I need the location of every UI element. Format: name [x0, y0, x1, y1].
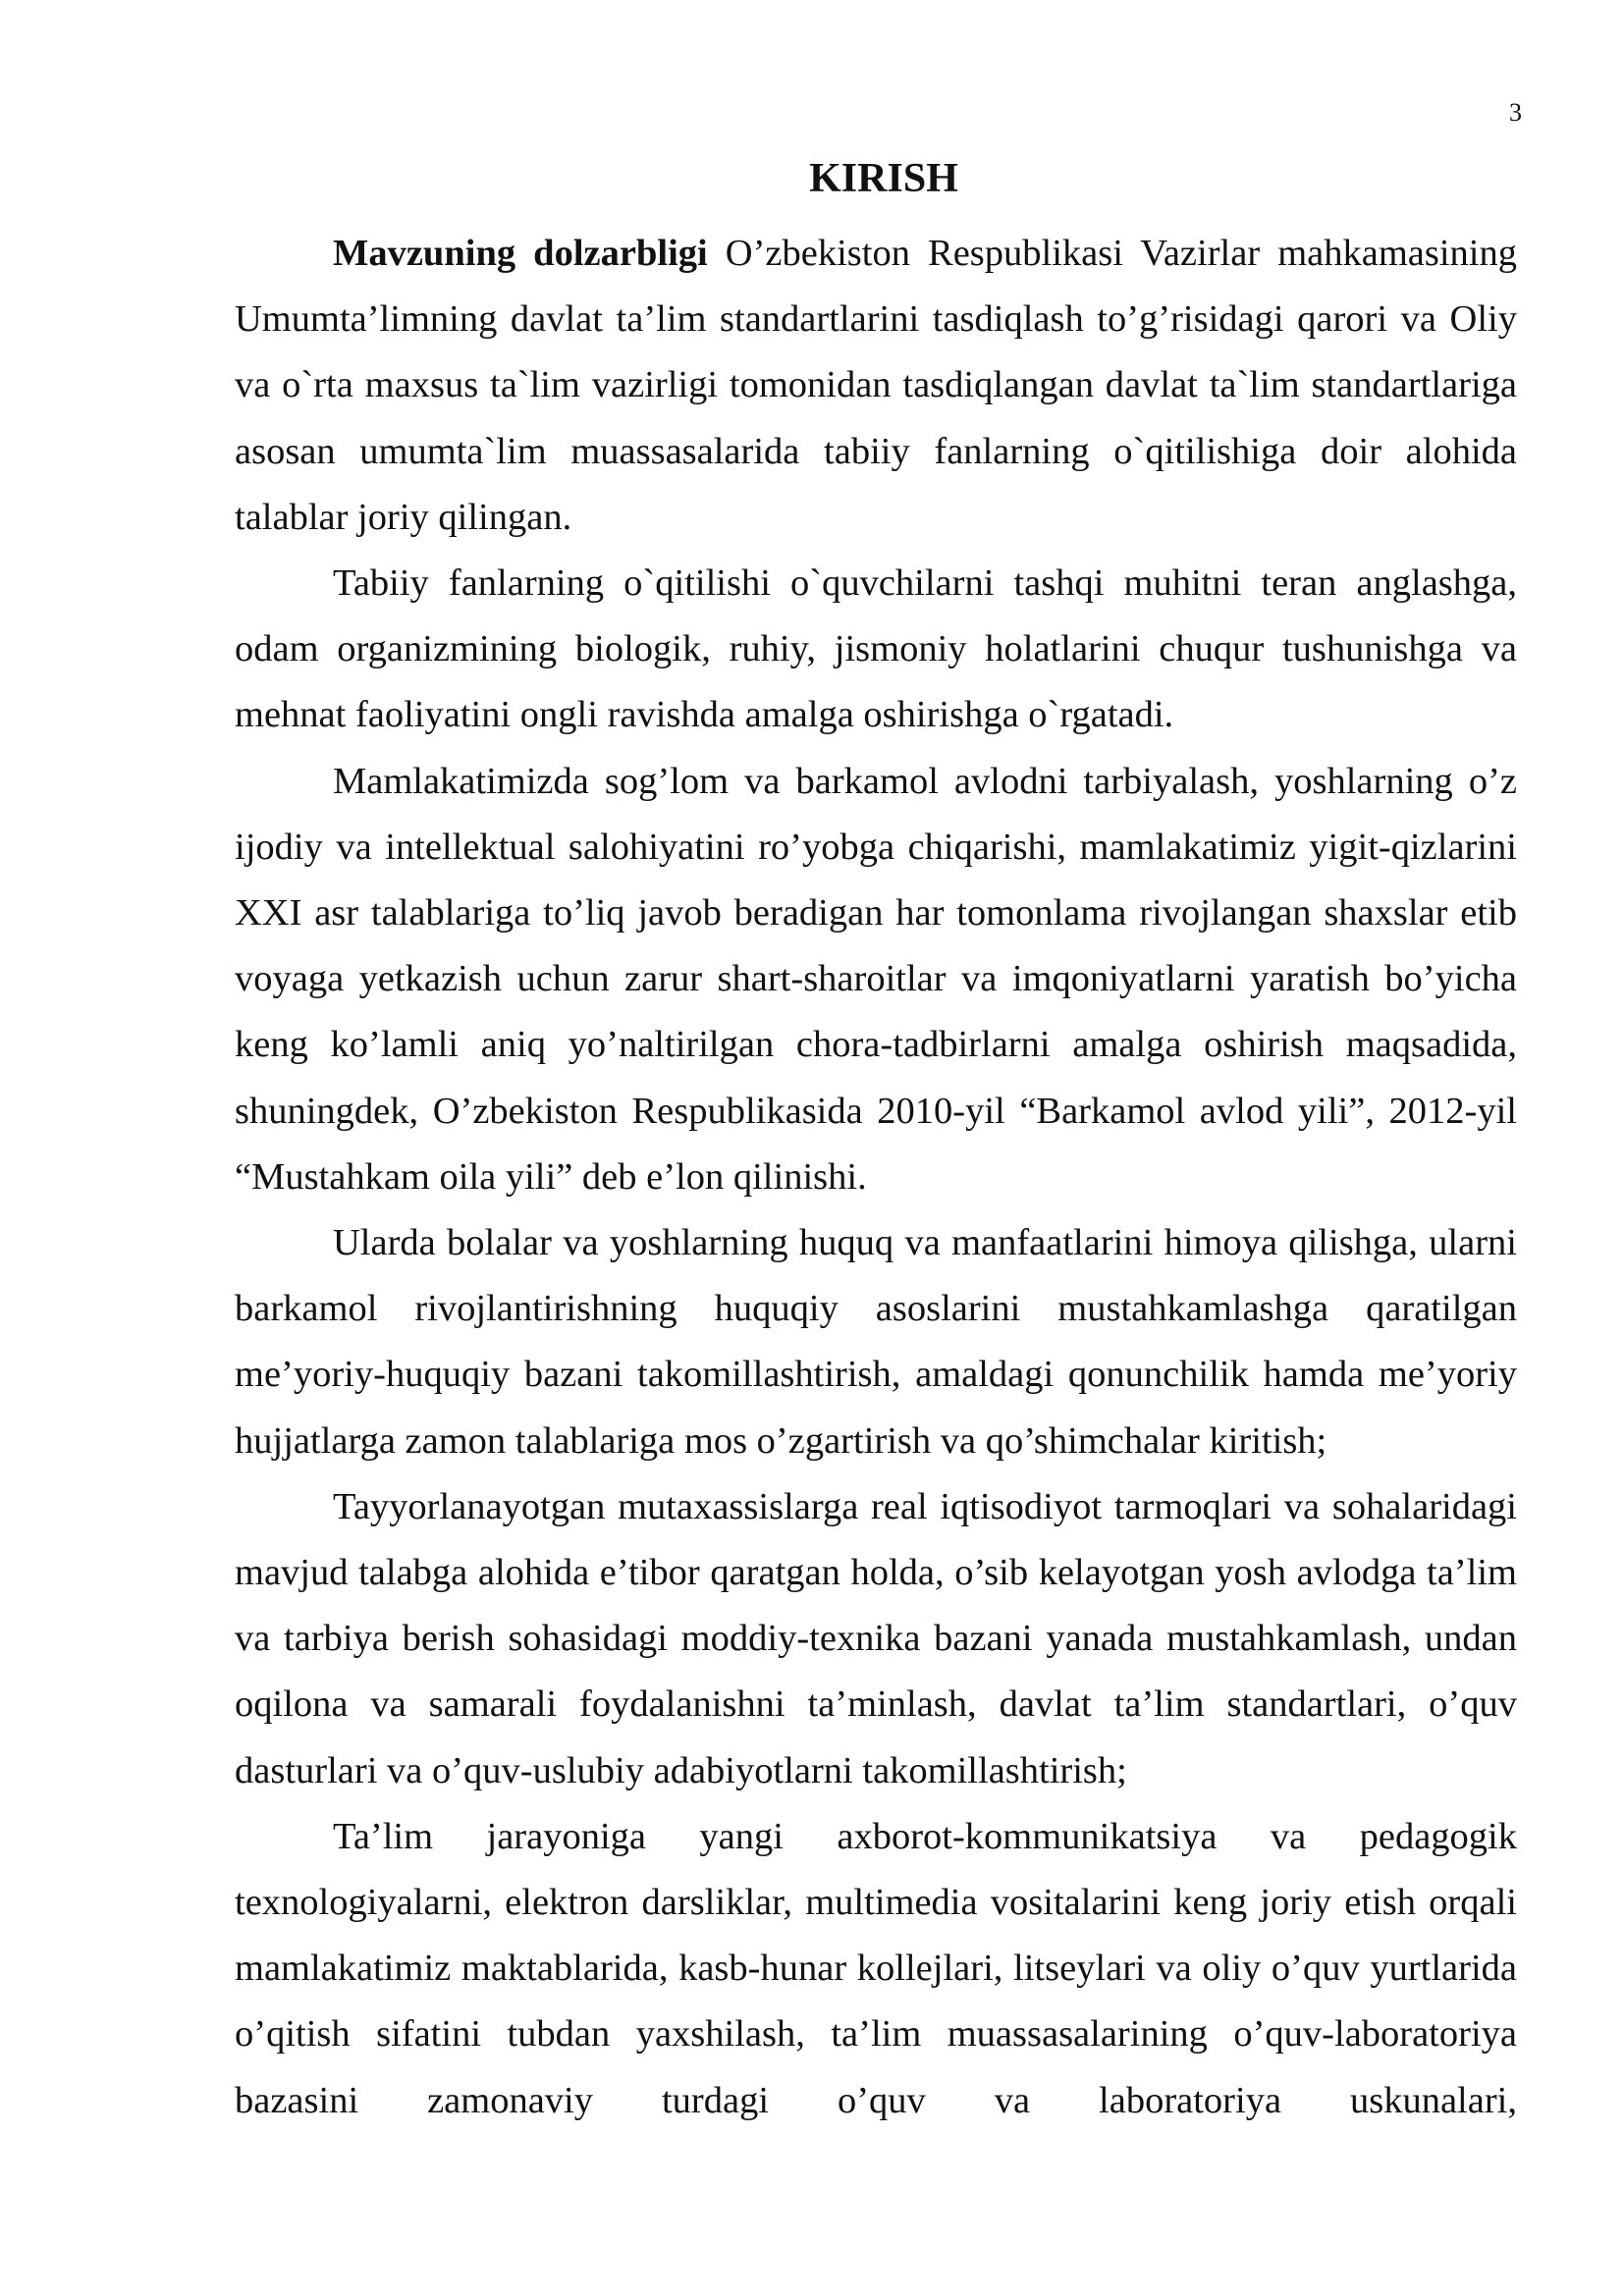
paragraph-ict: Ta’lim jarayoniga yangi axborot-kommunikatsiya va pedagogik texnologiyalarni, elektron darsliklar, multimedia vositalarini keng joriy etish orqali mamlakatimiz maktablarida, kasb-hunar kollejlari, litseylari va oliy o’quv yurtlarida o’qitish sifatini tubdan yaxshilash, ta’lim muassasalarining o’quv-laboratoriya bazasini zamonaviy turdagi o’quv va laboratoriya uskunalari,: [235, 1815, 1517, 2121]
paragraph-text: O’zbekiston Respublikasi Vazirlar mahkamasining Umumta’limning davlat ta’lim standartlarini tasdiqlash to’g’risidagi qarori va Oliy va o`rta maxsus ta`lim vazirligi tomonidan tasdiqlangan davlat ta`lim standartlariga asosan umumta`lim muassasalarida tabiiy fanlarning o`qitilishiga doir alohida talablar joriy qilingan.: [235, 233, 1517, 538]
paragraph-lead: Mavzuning dolzarbligi: [333, 233, 708, 274]
page-number: 3: [1509, 98, 1522, 127]
paragraph-legal-basis: Ularda bolalar va yoshlarning huquq va manfaatlarini himoya qilishga, ularni barkamol rivojlantirishning huquqiy asoslarini mustahkamlashga qaratilgan me’yoriy-huquqiy bazani takomillashtirish, amaldagi qonunchilik hamda me’yoriy hujjatlarga zamon talablariga mos o’zgartirish va qo’shimchalar kiritish;: [235, 1222, 1517, 1462]
section-title: KIRISH: [809, 156, 958, 201]
paragraph-natural-sciences: Tabiiy fanlarning o`qitilishi o`quvchilarni tashqi muhitni teran anglashga, odam organizmining biologik, ruhiy, jismoniy holatlarini chuqur tushunishga va mehnat faoliyatini ongli ravishda amalga oshirishga o`rgatadi.: [235, 562, 1517, 736]
paragraph-specialists: Tayyorlanayotgan mutaxassislarga real iqtisodiyot tarmoqlari va sohalaridagi mavjud talabga alohida e’tibor qaratgan holda, o’sib kelayotgan yosh avlodga ta’lim va tarbiya berish sohasidagi moddiy-texnika bazani yanada mustahkamlash, undan oqilona va samarali foydalanishni ta’minlash, davlat ta’lim standartlari, o’quv dasturlari va o’quv-uslubiy adabiyotlarni takomillashtirish;: [235, 1485, 1517, 1791]
paragraph-youth-development: Mamlakatimizda sog’lom va barkamol avlodni tarbiyalash, yoshlarning o’z ijodiy va intellektual salohiyatini ro’yobga chiqarishi, mamlakatimiz yigit-qizlarini XXI asr talablariga to’liq javob beradigan har tomonlama rivojlangan shaxslar etib voyaga yetkazish uchun zarur shart-sharoitlar va imqoniyatlarni yaratish bo’yicha keng ko’lamli aniq yo’naltirilgan chora-tadbirlarni amalga oshirish maqsadida, shuningdek, O’zbekiston Respublikasida 2010-yil “Barkamol avlod yili”, 2012-yil “Mustahkam oila yili” deb e’lon qilinishi.: [235, 760, 1517, 1198]
paragraph-relevance: [235, 221, 1517, 551]
body-text: [235, 221, 1517, 2134]
